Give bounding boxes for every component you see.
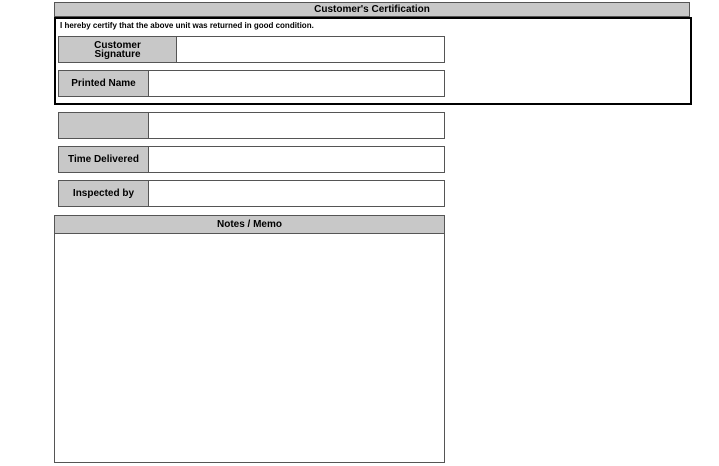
blank-field[interactable]	[149, 113, 444, 138]
time-delivered-label: Time Delivered	[59, 147, 149, 172]
time-delivered-row	[58, 146, 445, 173]
notes-box	[54, 215, 445, 463]
time-delivered-field[interactable]	[149, 147, 444, 172]
inspected-by-row	[58, 180, 445, 207]
customer-signature-label: Customer Signature	[59, 37, 177, 62]
customer-signature-row	[58, 36, 445, 63]
certification-statement: I hereby certify that the above unit was returned in good condition.	[60, 21, 314, 30]
printed-name-row	[58, 70, 445, 97]
notes-title: Notes / Memo	[55, 216, 444, 234]
customer-signature-field[interactable]	[177, 37, 444, 62]
notes-field[interactable]	[55, 234, 444, 463]
printed-name-field[interactable]	[149, 71, 444, 96]
printed-name-label: Printed Name	[59, 71, 149, 96]
inspected-by-label: Inspected by	[59, 181, 149, 206]
inspected-by-field[interactable]	[149, 181, 444, 206]
blank-label	[59, 113, 149, 138]
certification-box	[54, 17, 692, 105]
certification-title: Customer's Certification	[54, 2, 690, 17]
blank-row	[58, 112, 445, 139]
